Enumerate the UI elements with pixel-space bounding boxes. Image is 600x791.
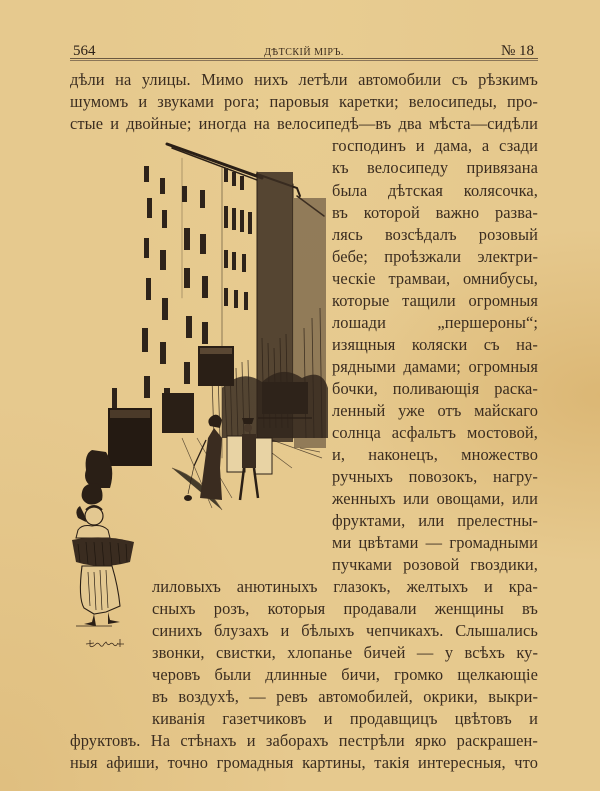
- text-line: ческіе трамваи, омнибусы,: [332, 269, 538, 288]
- text-line: фруктами, или прелестны-: [332, 511, 538, 530]
- text-line: въ воздухѣ, — ревъ автомобилей, окрики, выкри-: [152, 687, 538, 706]
- running-title: ДѢТСКІЙ МІРЪ.: [264, 47, 344, 58]
- text-line: пучками розовой гвоздики,: [332, 555, 538, 574]
- text-line: шумомъ и звуками рога; паровыя каретки; велосипеды, про-: [70, 92, 538, 111]
- text-line: ленный уже отъ майскаго: [332, 401, 538, 420]
- text-line: ручныхъ повозокъ, нагру-: [332, 467, 538, 486]
- text-line: и, наконецъ, множество: [332, 445, 538, 464]
- text-line: киванія газетчиковъ и продавщицъ цвѣтовъ и: [152, 709, 538, 728]
- text-line: солнца асфальтъ мостовой,: [332, 423, 538, 442]
- text-line: къ велосипеду привязана: [332, 158, 538, 177]
- text-line: черовъ были длинные бичи, громко щелкающіе: [152, 665, 538, 684]
- text-line: бочки, поливающія раска-: [332, 379, 538, 398]
- street-scene-illustration: [72, 138, 330, 630]
- text-line: лиловыхъ анютиныхъ глазокъ, желтыхъ и кра-: [152, 577, 538, 596]
- text-line: изящныя коляски съ на-: [332, 335, 538, 354]
- text-line: бебе; проѣзжали электри-: [332, 247, 538, 266]
- header-rule: [70, 58, 538, 61]
- text-line: ми цвѣтами — громадными: [332, 533, 538, 552]
- artist-signature: [84, 636, 134, 652]
- text-line: лошади „першероны“;: [332, 313, 538, 332]
- text-line: господинъ и дама, а сзади: [332, 136, 538, 155]
- text-line: рядными дамами; огромныя: [332, 357, 538, 376]
- text-line: сныхъ розъ, которыя продавали женщины въ: [152, 599, 538, 618]
- text-line: ныя афиши, точно громадныя картины, такія интересныя, что: [70, 753, 538, 772]
- text-line: лясь возсѣдалъ розовый: [332, 225, 538, 244]
- text-line: стые и двойные; иногда на велосипедѣ—въ два мѣста—сидѣли: [70, 114, 538, 133]
- text-line: синихъ блузахъ и бѣлыхъ чепчикахъ. Слышались: [152, 621, 538, 640]
- text-line: которые тащили огромныя: [332, 291, 538, 310]
- text-line: женныхъ или овощами, или: [332, 489, 538, 508]
- page-number: 564: [73, 43, 96, 59]
- text-line: была дѣтская колясочка,: [332, 181, 538, 200]
- text-line: въ которой важно развa-: [332, 203, 538, 222]
- text-line: звонки, свистки, хлопанье бичей — у всѣхъ ку-: [152, 643, 538, 662]
- text-line: фруктовъ. На стѣнахъ и заборахъ пестрѣли ярко раскрашен-: [70, 731, 538, 750]
- issue-number: № 18: [500, 43, 534, 59]
- text-line: дѣли на улицы. Мимо нихъ летѣли автомобили съ рѣзкимъ: [70, 70, 538, 89]
- page-header: [70, 44, 538, 58]
